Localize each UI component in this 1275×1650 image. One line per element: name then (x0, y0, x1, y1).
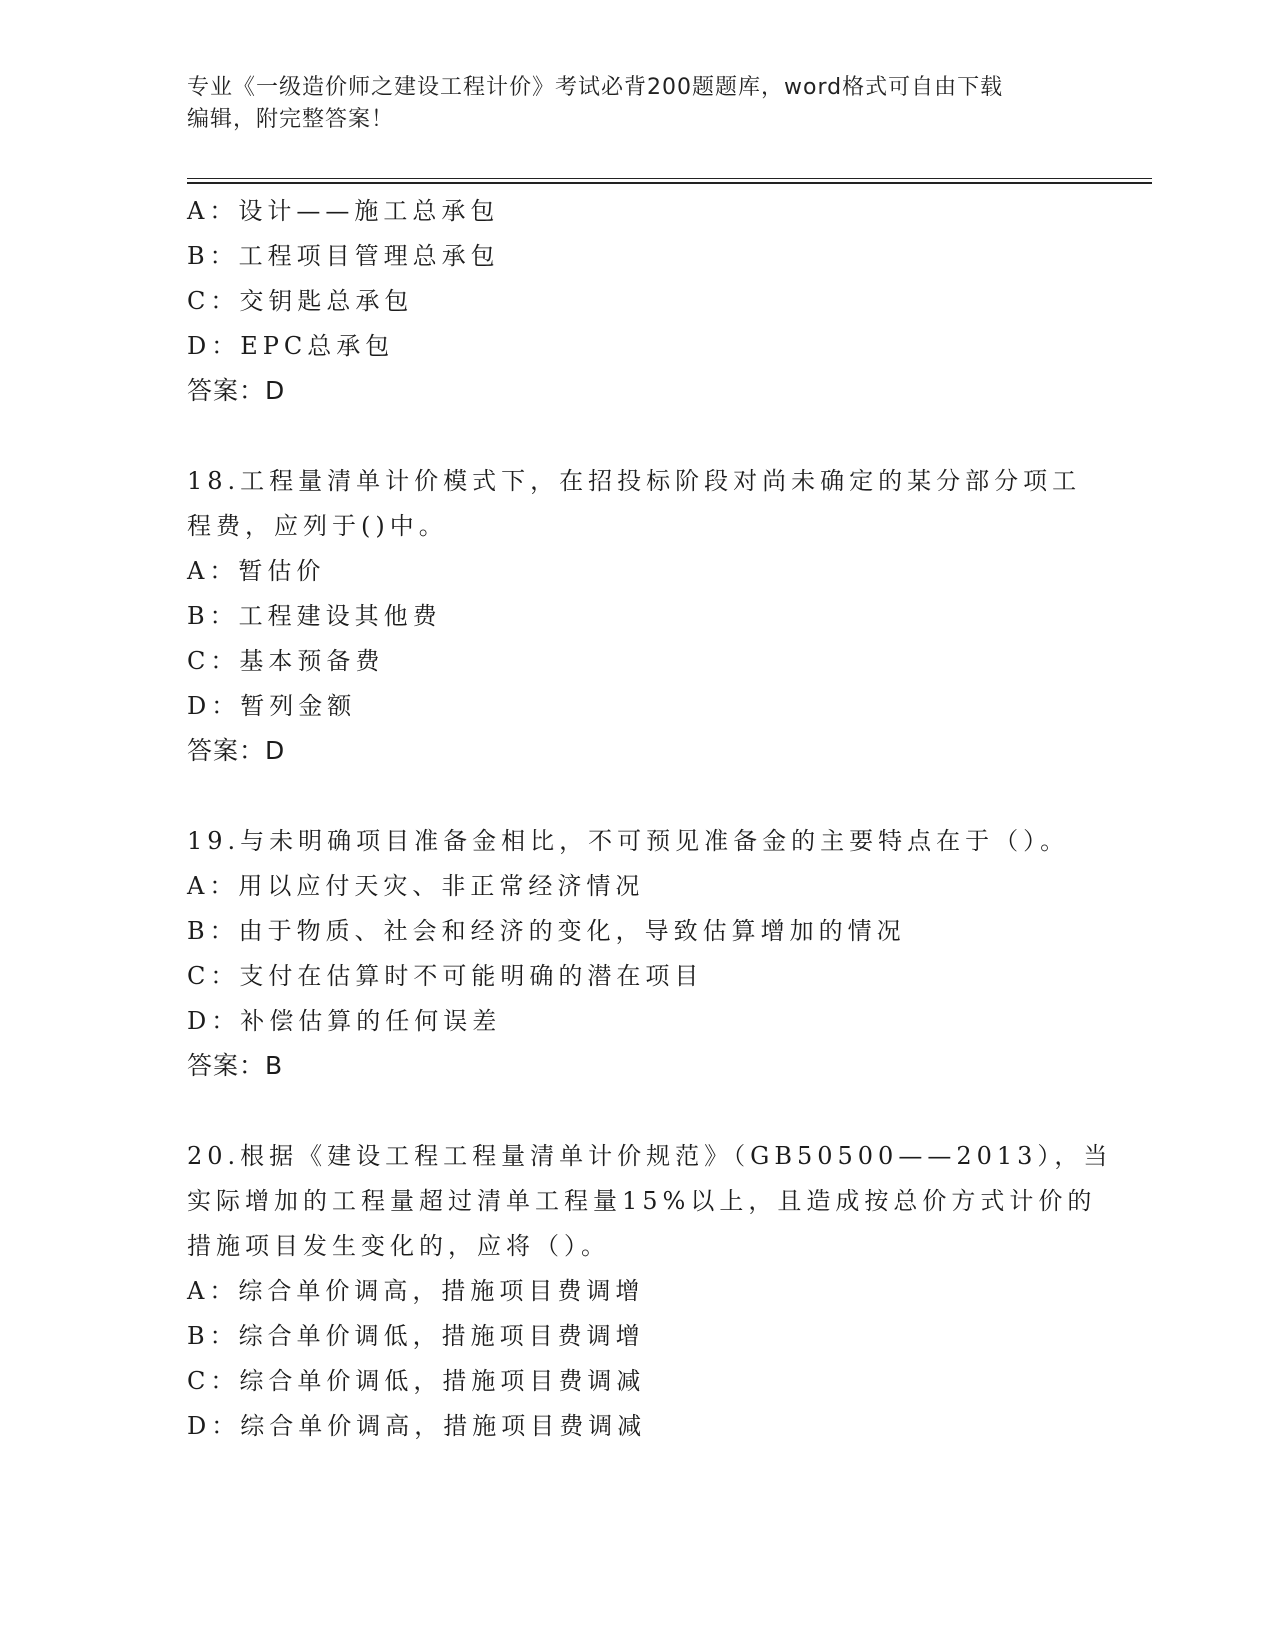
q20-stem-line-1: 20.根据《建设工程工程量清单计价规范》（GB50500——2013），当 (187, 1142, 1113, 1170)
q20-stem-line-3: 措施项目发生变化的，应将（）。 (187, 1232, 610, 1260)
q17-option-d: D：EPC总承包 (187, 332, 395, 360)
q18-stem-line-1: 18.工程量清单计价模式下，在招投标阶段对尚未确定的某分部分项工 (187, 467, 1082, 495)
header-line-1: 专业《一级造价师之建设工程计价》考试必背200题题库，word格式可自由下载 (187, 75, 1004, 100)
q20-option-d: D：综合单价调高，措施项目费调减 (187, 1412, 647, 1440)
q20-option-a: A：综合单价调高，措施项目费调增 (187, 1277, 645, 1305)
q17-option-c: C：交钥匙总承包 (187, 287, 414, 315)
q17-option-b: B：工程项目管理总承包 (187, 242, 500, 270)
q19-answer: 答案：B (187, 1051, 284, 1080)
q19-stem-line-1: 19.与未明确项目准备金相比，不可预见准备金的主要特点在于（）。 (187, 827, 1070, 855)
q18-answer: 答案：D (187, 736, 286, 765)
q18-option-d: D：暂列金额 (187, 692, 357, 720)
q19-option-c: C：支付在估算时不可能明确的潜在项目 (187, 962, 704, 990)
q19-option-b: B：由于物质、社会和经济的变化，导致估算增加的情况 (187, 917, 906, 945)
q17-answer: 答案：D (187, 376, 286, 405)
q18-option-b: B：工程建设其他费 (187, 602, 442, 630)
q18-option-c: C：基本预备费 (187, 647, 385, 675)
q18-stem-line-2: 程费，应列于()中。 (187, 512, 448, 540)
q18-option-a: A：暂估价 (187, 557, 326, 585)
q20-stem-line-2: 实际增加的工程量超过清单工程量15%以上，且造成按总价方式计价的 (187, 1187, 1097, 1215)
q19-option-d: D：补偿估算的任何误差 (187, 1007, 502, 1035)
header-line-2: 编辑，附完整答案！ (187, 107, 395, 132)
header-divider-thick (187, 182, 1152, 184)
q20-option-c: C：综合单价调低，措施项目费调减 (187, 1367, 646, 1395)
header-divider-thin (187, 178, 1152, 179)
q17-option-a: A：设计——施工总承包 (187, 197, 500, 225)
q20-option-b: B：综合单价调低，措施项目费调增 (187, 1322, 645, 1350)
document-header (187, 72, 1067, 136)
q19-option-a: A：用以应付天灾、非正常经济情况 (187, 872, 645, 900)
